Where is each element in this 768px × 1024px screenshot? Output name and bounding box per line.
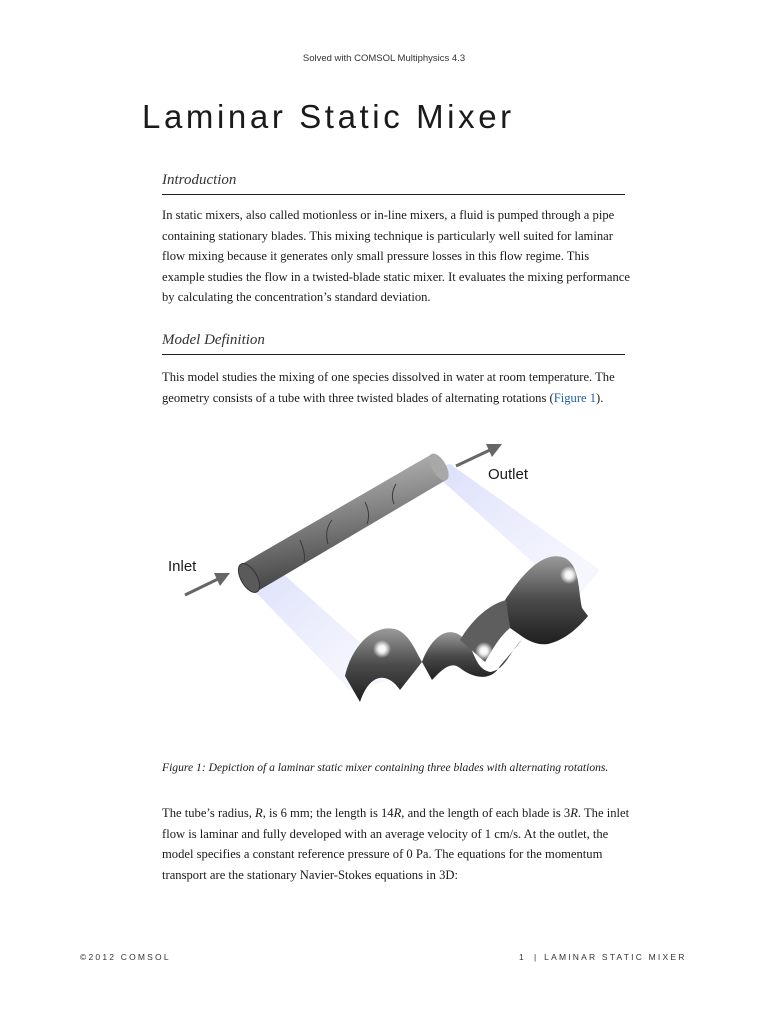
page-title: Laminar Static Mixer	[142, 98, 515, 135]
footer-title: LAMINAR STATIC MIXER	[544, 952, 687, 962]
static-mixer-figure	[160, 440, 600, 740]
footer-copyright: ©2012 COMSOL	[80, 952, 171, 962]
running-head: Solved with COMSOL Multiphysics 4.3	[302, 53, 466, 64]
section-heading-introduction: Introduction	[162, 172, 625, 195]
footer-page-info: 1 | LAMINAR STATIC MIXER	[519, 952, 687, 962]
section-heading-model-definition: Model Definition	[162, 332, 625, 355]
inlet-label: Inlet	[168, 558, 197, 575]
figure-1-link[interactable]: Figure 1	[553, 390, 597, 405]
model-definition-paragraph: This model studies the mixing of one species dissolved in water at room temperature. The geometry consists of a tube with three twisted blades of alternating rotations (Figure 1).	[162, 370, 615, 405]
outlet-arrow	[456, 444, 502, 466]
introduction-paragraph: In static mixers, also called motionless or in-line mixers, a fluid is pumped through a pipe containing stationary blades. This mixing technique is particularly well suited for laminar flow mixing because it generates only small pressure losses in this flow regime. This example studies the flow in a twisted-blade static mixer. It evaluates the mixing performance by calculating the concentration’s standard deviation.	[162, 208, 630, 304]
outlet-label: Outlet	[488, 466, 529, 483]
inlet-arrow	[185, 573, 230, 595]
figure-caption: Figure 1: Depiction of a laminar static mixer containing three blades with alternating rotations.	[162, 761, 609, 774]
page-number: 1	[519, 952, 526, 962]
geometry-parameters-paragraph: The tube’s radius, R, is 6 mm; the length is 14R, and the length of each blade is 3R. The inlet flow is laminar and fully developed with an average velocity of 1 cm/s. At the outlet, the model specifies a constant reference pressure of 0 Pa. The equations for the momentum transport are the stationary Navier-Stokes equations in 3D:	[162, 806, 630, 882]
mixer-tube	[234, 451, 452, 596]
